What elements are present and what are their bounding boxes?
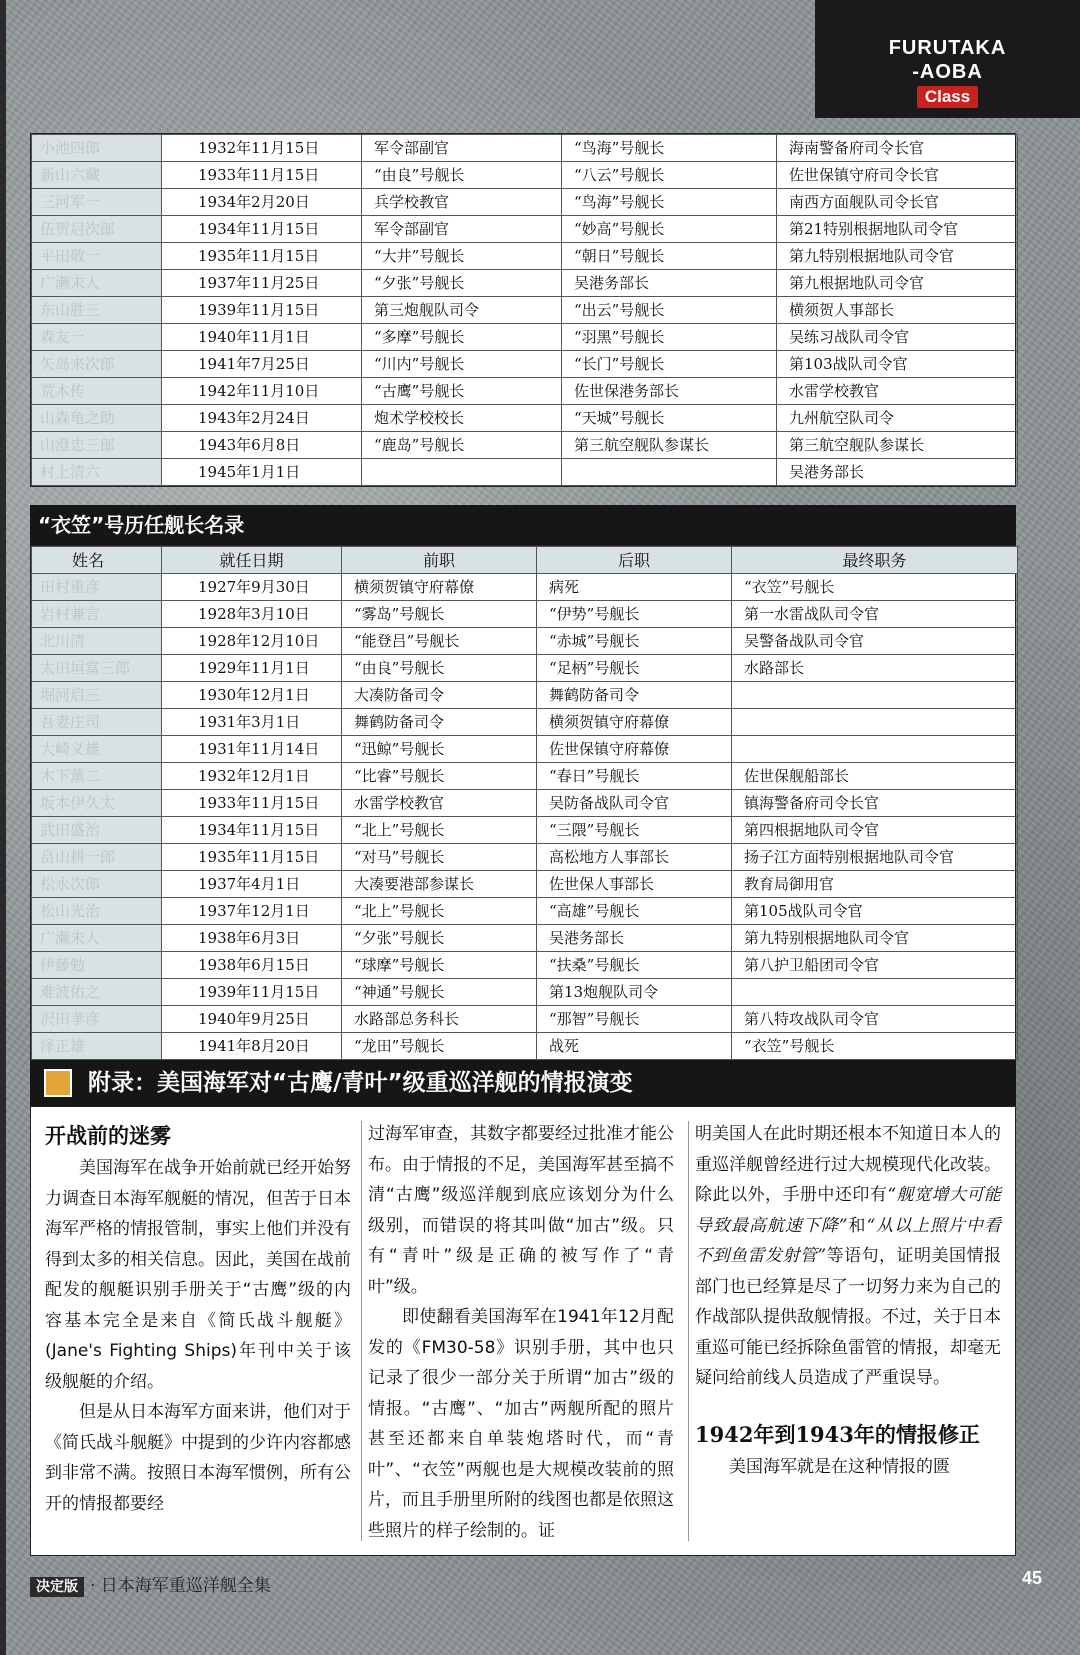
table-row — [32, 324, 1018, 351]
cell-name: 大崎义雄 — [32, 736, 162, 763]
cell-date: 1933年11月15日 — [162, 162, 362, 189]
cell-date: 1929年11月1日 — [162, 655, 342, 682]
cell-name: 小池四郎 — [32, 135, 162, 162]
cell-after: “出云”号舰长 — [562, 297, 777, 324]
cell-name: 东山胜三 — [32, 297, 162, 324]
paragraph: 过海军审查，其数字都要经过批准才能公布。由于情报的不足，美国海军甚至搞不清“古鹰”级巡洋舰到底应该划分为什么级别，而错误的将其叫做“加古”级。只有“青叶”级是正确的被写作了“青叶”级。 — [368, 1124, 674, 1297]
cell-before: “迅鲸”号舰长 — [342, 736, 537, 763]
cell-after: 病死 — [537, 574, 732, 601]
table-row — [32, 1033, 1018, 1060]
cell-final: 南西方面舰队司令长官 — [777, 189, 1018, 216]
cell-name: 太田垣富三郎 — [32, 655, 162, 682]
cell-before: 大凑防备司令 — [342, 682, 537, 709]
paragraph — [695, 1119, 1001, 1394]
cell-after: 战死 — [537, 1033, 732, 1060]
footer — [30, 1571, 271, 1596]
table-row — [32, 432, 1018, 459]
cell-before: “北上”号舰长 — [342, 817, 537, 844]
cell-date: 1935年11月15日 — [162, 844, 342, 871]
cell-name: 广濑末人 — [32, 270, 162, 297]
cell-before: “由良”号舰长 — [342, 655, 537, 682]
article-column-1 — [45, 1119, 351, 1519]
cell-date: 1937年12月1日 — [162, 898, 342, 925]
table-row — [32, 459, 1018, 486]
cell-before: “对马”号舰长 — [342, 844, 537, 871]
cell-final — [732, 736, 1018, 763]
table-row — [32, 898, 1018, 925]
text-run: 等语句，证明美国情报部门也已经算是尽了一切努力来为自己的作战部队提供敌舰情报。不过，关于日本重巡可能已经拆除鱼雷管的情报，却毫无疑问给前线人员造成了严重误导。 — [695, 1246, 1001, 1388]
cell-date: 1938年6月3日 — [162, 925, 342, 952]
cell-final: 第九根据地队司令官 — [777, 270, 1018, 297]
cell-after: “羽黑”号舰长 — [562, 324, 777, 351]
cell-final: 佐世保舰船部长 — [732, 763, 1018, 790]
cell-name: 平田敬一 — [32, 243, 162, 270]
cell-after: “赤城”号舰长 — [537, 628, 732, 655]
cell-name: 村上清六 — [32, 459, 162, 486]
cell-date: 1928年12月10日 — [162, 628, 342, 655]
cell-after: 舞鹤防备司令 — [537, 682, 732, 709]
cell-name: 山森龟之助 — [32, 405, 162, 432]
cell-final: 教育局御用官 — [732, 871, 1018, 898]
class-badge — [815, 0, 1080, 118]
cell-date: 1930年12月1日 — [162, 682, 342, 709]
cell-after: 第三航空舰队参谋长 — [562, 432, 777, 459]
table-row — [32, 162, 1018, 189]
table-row — [32, 817, 1018, 844]
cell-date: 1934年11月15日 — [162, 216, 362, 243]
class-name-line1: FURUTAKA — [888, 37, 1007, 59]
cell-final — [732, 979, 1018, 1006]
paragraph: 即使翻看美国海军在1941年12月配发的《FM30-58》识别手册，其中也只记录了很少一部分关于所谓“加古”级的情报。“古鹰”、“加古”两舰所配的照片甚至还都来自单装炮塔时代，而“青叶”、“衣笠”两舰也是大规模改装前的照片，而且手册里所附的线图也都是依照这些照片的样子绘制的。证 — [368, 1307, 674, 1541]
cell-before: “古鹰”号舰长 — [362, 378, 562, 405]
cell-after: “三隈”号舰长 — [537, 817, 732, 844]
cell-before: “北上”号舰长 — [342, 898, 537, 925]
cell-after — [562, 459, 777, 486]
table-row — [32, 709, 1018, 736]
section-heading: 开战前的迷雾 — [45, 1123, 171, 1148]
cell-date: 1939年11月15日 — [162, 979, 342, 1006]
cell-after: “扶桑”号舰长 — [537, 952, 732, 979]
section-heading: 1942年到1943年的情报修正 — [695, 1421, 980, 1447]
cell-final: 第九特别根据地队司令官 — [777, 243, 1018, 270]
cell-date: 1942年11月10日 — [162, 378, 362, 405]
table-row — [32, 736, 1018, 763]
cell-date: 1934年11月15日 — [162, 817, 342, 844]
cell-before: 水路部总务科长 — [342, 1006, 537, 1033]
cell-before: 横须贺镇守府幕僚 — [342, 574, 537, 601]
cell-before: “由良”号舰长 — [362, 162, 562, 189]
cell-name: 田村重彦 — [32, 574, 162, 601]
column-divider — [361, 1121, 362, 1541]
text-run: 明美国人在此时期还根本不知道日本人的重巡洋舰曾经进行过大规模现代化改装。除此以外，手册中还印有 — [695, 1124, 1001, 1205]
book-title: · 日本海军重巡洋舰全集 — [90, 1576, 271, 1596]
cell-date: 1943年2月24日 — [162, 405, 362, 432]
cell-final: “衣笠”号舰长 — [732, 574, 1018, 601]
cell-after: “天城”号舰长 — [562, 405, 777, 432]
cell-final: “衣笠”号舰长 — [732, 1033, 1018, 1060]
table-row — [32, 243, 1018, 270]
cell-final: 横须贺人事部长 — [777, 297, 1018, 324]
cell-name: 堀河启三 — [32, 682, 162, 709]
quote: “舰宽增大可能导致最高航速下降” — [695, 1185, 1001, 1236]
cell-date: 1943年6月8日 — [162, 432, 362, 459]
cell-name: 矢岛来次郎 — [32, 351, 162, 378]
cell-after: 佐世保镇守府幕僚 — [537, 736, 732, 763]
cell-final: 佐世保镇守府司令长官 — [777, 162, 1018, 189]
cell-before: “鹿岛”号舰长 — [362, 432, 562, 459]
table-row — [32, 601, 1018, 628]
table-row — [32, 655, 1018, 682]
cell-after: 佐世保港务部长 — [562, 378, 777, 405]
header-final: 最终职务 — [732, 547, 1018, 574]
cell-after: “足柄”号舰长 — [537, 655, 732, 682]
appendix-title-text: 附录：美国海军对“古鹰/青叶”级重巡洋舰的情报演变 — [88, 1070, 633, 1096]
cell-name: 新山六藏 — [32, 162, 162, 189]
cell-before: “川内”号舰长 — [362, 351, 562, 378]
cell-date: 1938年6月15日 — [162, 952, 342, 979]
cell-after: 吴防备战队司令官 — [537, 790, 732, 817]
table-row — [32, 628, 1018, 655]
table-row — [32, 790, 1018, 817]
cell-name: 泽正雄 — [32, 1033, 162, 1060]
cell-after: “那智”号舰长 — [537, 1006, 732, 1033]
text-run: 和 — [847, 1215, 867, 1236]
cell-name: 难波佑之 — [32, 979, 162, 1006]
cell-after: “高雄”号舰长 — [537, 898, 732, 925]
cell-date: 1939年11月15日 — [162, 297, 362, 324]
cell-date: 1940年11月1日 — [162, 324, 362, 351]
cell-date: 1945年1月1日 — [162, 459, 362, 486]
column-divider — [688, 1121, 689, 1541]
cell-after: 第13炮舰队司令 — [537, 979, 732, 1006]
cell-before: “球摩”号舰长 — [342, 952, 537, 979]
cell-name: 松山光治 — [32, 898, 162, 925]
table-row — [32, 979, 1018, 1006]
table-header-row — [32, 547, 1018, 574]
cell-name: 畠山耕一郎 — [32, 844, 162, 871]
cell-date: 1940年9月25日 — [162, 1006, 342, 1033]
cell-final: 水雷学校教官 — [777, 378, 1018, 405]
cell-final: 镇海警备府司令长官 — [732, 790, 1018, 817]
cell-before: “雾岛”号舰长 — [342, 601, 537, 628]
cell-name: 坂本伊久太 — [32, 790, 162, 817]
cell-final: 第103战队司令官 — [777, 351, 1018, 378]
cell-date: 1931年11月14日 — [162, 736, 342, 763]
cell-after: “鸟海”号舰长 — [562, 189, 777, 216]
cell-name: 岩村兼言 — [32, 601, 162, 628]
cell-before: “神通”号舰长 — [342, 979, 537, 1006]
cell-before — [362, 459, 562, 486]
cell-after: “春日”号舰长 — [537, 763, 732, 790]
cell-final: 海南警备府司令长官 — [777, 135, 1018, 162]
brand-badge: 决定版 — [30, 1577, 84, 1597]
table-row — [32, 682, 1018, 709]
cell-after: 吴港务部长 — [562, 270, 777, 297]
cell-before: “多摩”号舰长 — [362, 324, 562, 351]
table-row — [32, 844, 1018, 871]
cell-final: 第三航空舰队参谋长 — [777, 432, 1018, 459]
cell-before: 炮术学校校长 — [362, 405, 562, 432]
cell-name: 武田盛治 — [32, 817, 162, 844]
quote: “从以上照片中看不到鱼雷发射管” — [695, 1215, 1001, 1266]
cell-after: “鸟海”号舰长 — [562, 135, 777, 162]
cell-after: 佐世保人事部长 — [537, 871, 732, 898]
cell-final: 扬子江方面特别根据地队司令官 — [732, 844, 1018, 871]
cell-after: “妙高”号舰长 — [562, 216, 777, 243]
cell-date: 1927年9月30日 — [162, 574, 342, 601]
table-row — [32, 216, 1018, 243]
cell-date: 1933年11月15日 — [162, 790, 342, 817]
cell-name: 森友一 — [32, 324, 162, 351]
cell-final: 第八护卫船团司令官 — [732, 952, 1018, 979]
table-row — [32, 763, 1018, 790]
cell-date: 1937年11月25日 — [162, 270, 362, 297]
cell-date: 1934年2月20日 — [162, 189, 362, 216]
cell-after: 高松地方人事部长 — [537, 844, 732, 871]
cell-after: “伊势”号舰长 — [537, 601, 732, 628]
header-date: 就任日期 — [162, 547, 342, 574]
paragraph: 美国海军就是在这种情报的匮 — [729, 1456, 950, 1477]
cell-before: 舞鹤防备司令 — [342, 709, 537, 736]
cell-name: 伍贺启次郎 — [32, 216, 162, 243]
cell-date: 1935年11月15日 — [162, 243, 362, 270]
table-row — [32, 297, 1018, 324]
page-number: 45 — [1021, 1568, 1042, 1588]
cell-before: 第三炮舰队司令 — [362, 297, 562, 324]
cell-after: “朝日”号舰长 — [562, 243, 777, 270]
table-row — [32, 189, 1018, 216]
cell-final — [732, 682, 1018, 709]
cell-final: 吴练习战队司令官 — [777, 324, 1018, 351]
header-name: 姓名 — [32, 547, 162, 574]
cell-before: “能登吕”号舰长 — [342, 628, 537, 655]
cell-name: 沢田孝彦 — [32, 1006, 162, 1033]
cell-name: 山澄忠三郎 — [32, 432, 162, 459]
cell-after: “长门”号舰长 — [562, 351, 777, 378]
cell-final: 第105战队司令官 — [732, 898, 1018, 925]
class-name-line2: -AOBA — [912, 61, 983, 83]
table-row — [32, 135, 1018, 162]
cell-name: 松永次郎 — [32, 871, 162, 898]
cell-date: 1928年3月10日 — [162, 601, 342, 628]
table-row — [32, 952, 1018, 979]
section-marker-icon — [44, 1069, 72, 1097]
class-label: Class — [917, 86, 978, 108]
table-row — [32, 405, 1018, 432]
appendix-article — [30, 1106, 1016, 1556]
cell-before: 兵学校教官 — [362, 189, 562, 216]
cell-final: 第一水雷战队司令官 — [732, 601, 1018, 628]
cell-final: 九州航空队司令 — [777, 405, 1018, 432]
cell-name: 伊藤勉 — [32, 952, 162, 979]
cell-date: 1931年3月1日 — [162, 709, 342, 736]
cell-final: 第九特别根据地队司令官 — [732, 925, 1018, 952]
cell-name: 荒木传 — [32, 378, 162, 405]
cell-before: “夕张”号舰长 — [362, 270, 562, 297]
paragraph: 美国海军在战争开始前就已经开始努力调查日本海军舰艇的情况，但苦于日本海军严格的情报管制，事实上他们并没有得到太多的相关信息。因此，美国在战前配发的舰艇识别手册关于“古鹰”级的内容基本完全是来自《简氏战斗舰艇》(Jane's Fighting Ships)年刊中关于该级舰艇的介绍。 — [45, 1158, 351, 1392]
cell-date: 1932年12月1日 — [162, 763, 342, 790]
cell-before: 军令部副官 — [362, 135, 562, 162]
table-row — [32, 378, 1018, 405]
cell-final: 吴港务部长 — [777, 459, 1018, 486]
cell-name: 三河军一 — [32, 189, 162, 216]
table-row — [32, 871, 1018, 898]
table-row — [32, 574, 1018, 601]
cell-final: 第八特攻战队司令官 — [732, 1006, 1018, 1033]
captain-table-continued — [30, 133, 1016, 487]
table-row — [32, 270, 1018, 297]
header-before: 前职 — [342, 547, 537, 574]
cell-before: 大凑要港部参谋长 — [342, 871, 537, 898]
cell-after: 横须贺镇守府幕僚 — [537, 709, 732, 736]
page-edge — [0, 0, 6, 1655]
kinugasa-captain-table — [30, 545, 1016, 1061]
cell-final: 水路部长 — [732, 655, 1018, 682]
table-row — [32, 925, 1018, 952]
cell-before: “大井”号舰长 — [362, 243, 562, 270]
appendix-title — [30, 1060, 1016, 1106]
kinugasa-table-title: “衣笠”号历任舰长名录 — [30, 505, 1016, 545]
cell-before: “夕张”号舰长 — [342, 925, 537, 952]
cell-before: 军令部副官 — [362, 216, 562, 243]
cell-date: 1932年11月15日 — [162, 135, 362, 162]
header-after: 后职 — [537, 547, 732, 574]
cell-before: “龙田”号舰长 — [342, 1033, 537, 1060]
cell-final: 吴警备战队司令官 — [732, 628, 1018, 655]
paragraph: 但是从日本海军方面来讲，他们对于《简氏战斗舰艇》中提到的少许内容都感到非常不满。按照日本海军惯例，所有公开的情报都要经 — [45, 1402, 351, 1514]
article-column-3 — [695, 1119, 1001, 1482]
cell-after: “八云”号舰长 — [562, 162, 777, 189]
cell-after: 吴港务部长 — [537, 925, 732, 952]
table-row — [32, 351, 1018, 378]
table-row — [32, 1006, 1018, 1033]
cell-final — [732, 709, 1018, 736]
cell-final: 第21特别根据地队司令官 — [777, 216, 1018, 243]
cell-date: 1941年8月20日 — [162, 1033, 342, 1060]
cell-name: 吾妻庄司 — [32, 709, 162, 736]
cell-before: 水雷学校教官 — [342, 790, 537, 817]
cell-date: 1937年4月1日 — [162, 871, 342, 898]
cell-name: 北川清 — [32, 628, 162, 655]
cell-name: 木下薰二 — [32, 763, 162, 790]
cell-name: 广濑末人 — [32, 925, 162, 952]
cell-final: 第四根据地队司令官 — [732, 817, 1018, 844]
article-column-2 — [368, 1119, 674, 1546]
cell-before: “比睿”号舰长 — [342, 763, 537, 790]
cell-date: 1941年7月25日 — [162, 351, 362, 378]
